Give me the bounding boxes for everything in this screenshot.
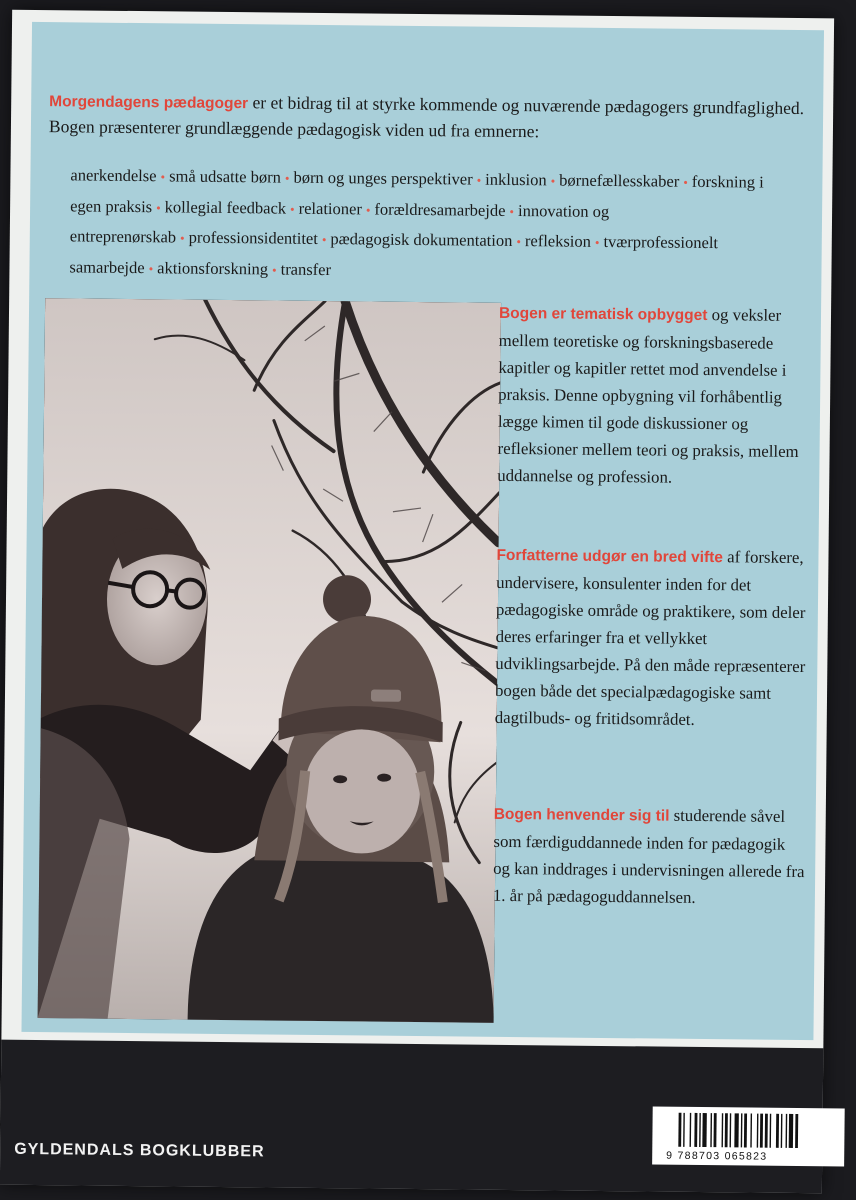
topic-item: aktionsforskning <box>157 257 269 278</box>
paragraph-authors-text: af forskere, undervisere, konsulenter inden for det pædagogiske område og praktikere, som deler deres erfaringer fra et vellykket udviklingsarbejde. På den måde repræsenterer bogen både det specialpædagogiske samt dagtilbuds- og fritidsområdet. <box>494 547 806 729</box>
topic-item: inklusion <box>485 169 547 190</box>
barcode <box>652 1106 845 1166</box>
cover-photo <box>38 298 502 1023</box>
topic-list <box>69 160 790 290</box>
intro-paragraph <box>49 88 809 147</box>
topic-separator-dot: • <box>180 230 185 246</box>
barcode-number: 9 788703 065823 <box>666 1149 768 1163</box>
paragraph-authors <box>495 541 809 734</box>
paragraph-structure-text: og veksler mellem teoretiske og forskningsbaserede kapitler og kapitler rettet mod anvendelse i praksis. Denne opbygning vil forhåbentlig lægge kimen til gode diskussioner og refleksioner mellem teori og praksis, mellem uddannelse og profession. <box>497 305 799 487</box>
topic-item: refleksion <box>524 231 592 251</box>
footer-band <box>0 1040 823 1194</box>
topic-item: innovation og entreprenørskab <box>69 200 610 247</box>
topic-separator-dot: • <box>594 234 600 250</box>
topic-item: små udsatte børn <box>169 166 282 187</box>
topic-separator-dot: • <box>550 173 556 189</box>
topic-item: børnefællesskaber <box>559 170 680 191</box>
topic-separator-dot: • <box>272 261 277 278</box>
topic-item: forskning i egen praksis <box>70 171 764 216</box>
topic-item: relationer <box>298 198 362 218</box>
topic-separator-dot: • <box>365 201 371 217</box>
paragraph-structure-highlight: Bogen er tematisk opbygget <box>498 304 708 325</box>
blurb-panel <box>21 22 824 1040</box>
topic-separator-dot: • <box>476 172 482 188</box>
topic-separator-dot: • <box>148 260 154 276</box>
topic-separator-dot: • <box>516 234 522 250</box>
intro-highlight: Morgendagens pædagoger <box>49 93 249 113</box>
paragraph-authors-highlight: Forfatterne udgør en bred vifte <box>496 546 724 567</box>
book-back-cover <box>0 10 834 1194</box>
topic-separator-dot: • <box>156 199 161 215</box>
paragraph-audience <box>493 800 806 912</box>
paragraph-audience-text: studerende såvel som færdiguddannede inden for pædagogik og kan inddrages i undervisningen allerede fra 1. år på pædagoguddannelsen. <box>492 805 805 907</box>
publisher-name: GYLDENDALS BOGKLUBBER <box>14 1140 265 1161</box>
topic-separator-dot: • <box>160 169 166 185</box>
topic-item: forældresamarbejde <box>374 199 506 220</box>
topic-item: professionsidentitet <box>188 227 318 248</box>
topic-item: anerkendelse <box>70 165 157 186</box>
topic-item: tværprofessionelt samarbejde <box>69 231 719 277</box>
topic-separator-dot: • <box>321 231 327 248</box>
photo-illustration <box>38 298 502 1023</box>
topic-item: børn og unges perspektiver <box>293 167 473 189</box>
paragraph-structure <box>497 299 811 492</box>
topic-separator-dot: • <box>509 203 515 219</box>
topic-separator-dot: • <box>290 201 295 217</box>
topic-item: transfer <box>280 259 332 279</box>
intro-text: er et bidrag til at styrke kommende og nuværende pædagogers grundfaglighed. Bogen præsenterer grundlæggende pædagogisk viden ud fra emnerne: <box>48 92 805 142</box>
paragraph-audience-highlight: Bogen henvender sig til <box>493 805 670 825</box>
topic-separator-dot: • <box>284 170 290 186</box>
topic-item: pædagogisk dokumentation <box>330 229 513 250</box>
topic-item: kollegial feedback <box>164 196 287 218</box>
topic-separator-dot: • <box>683 174 688 190</box>
